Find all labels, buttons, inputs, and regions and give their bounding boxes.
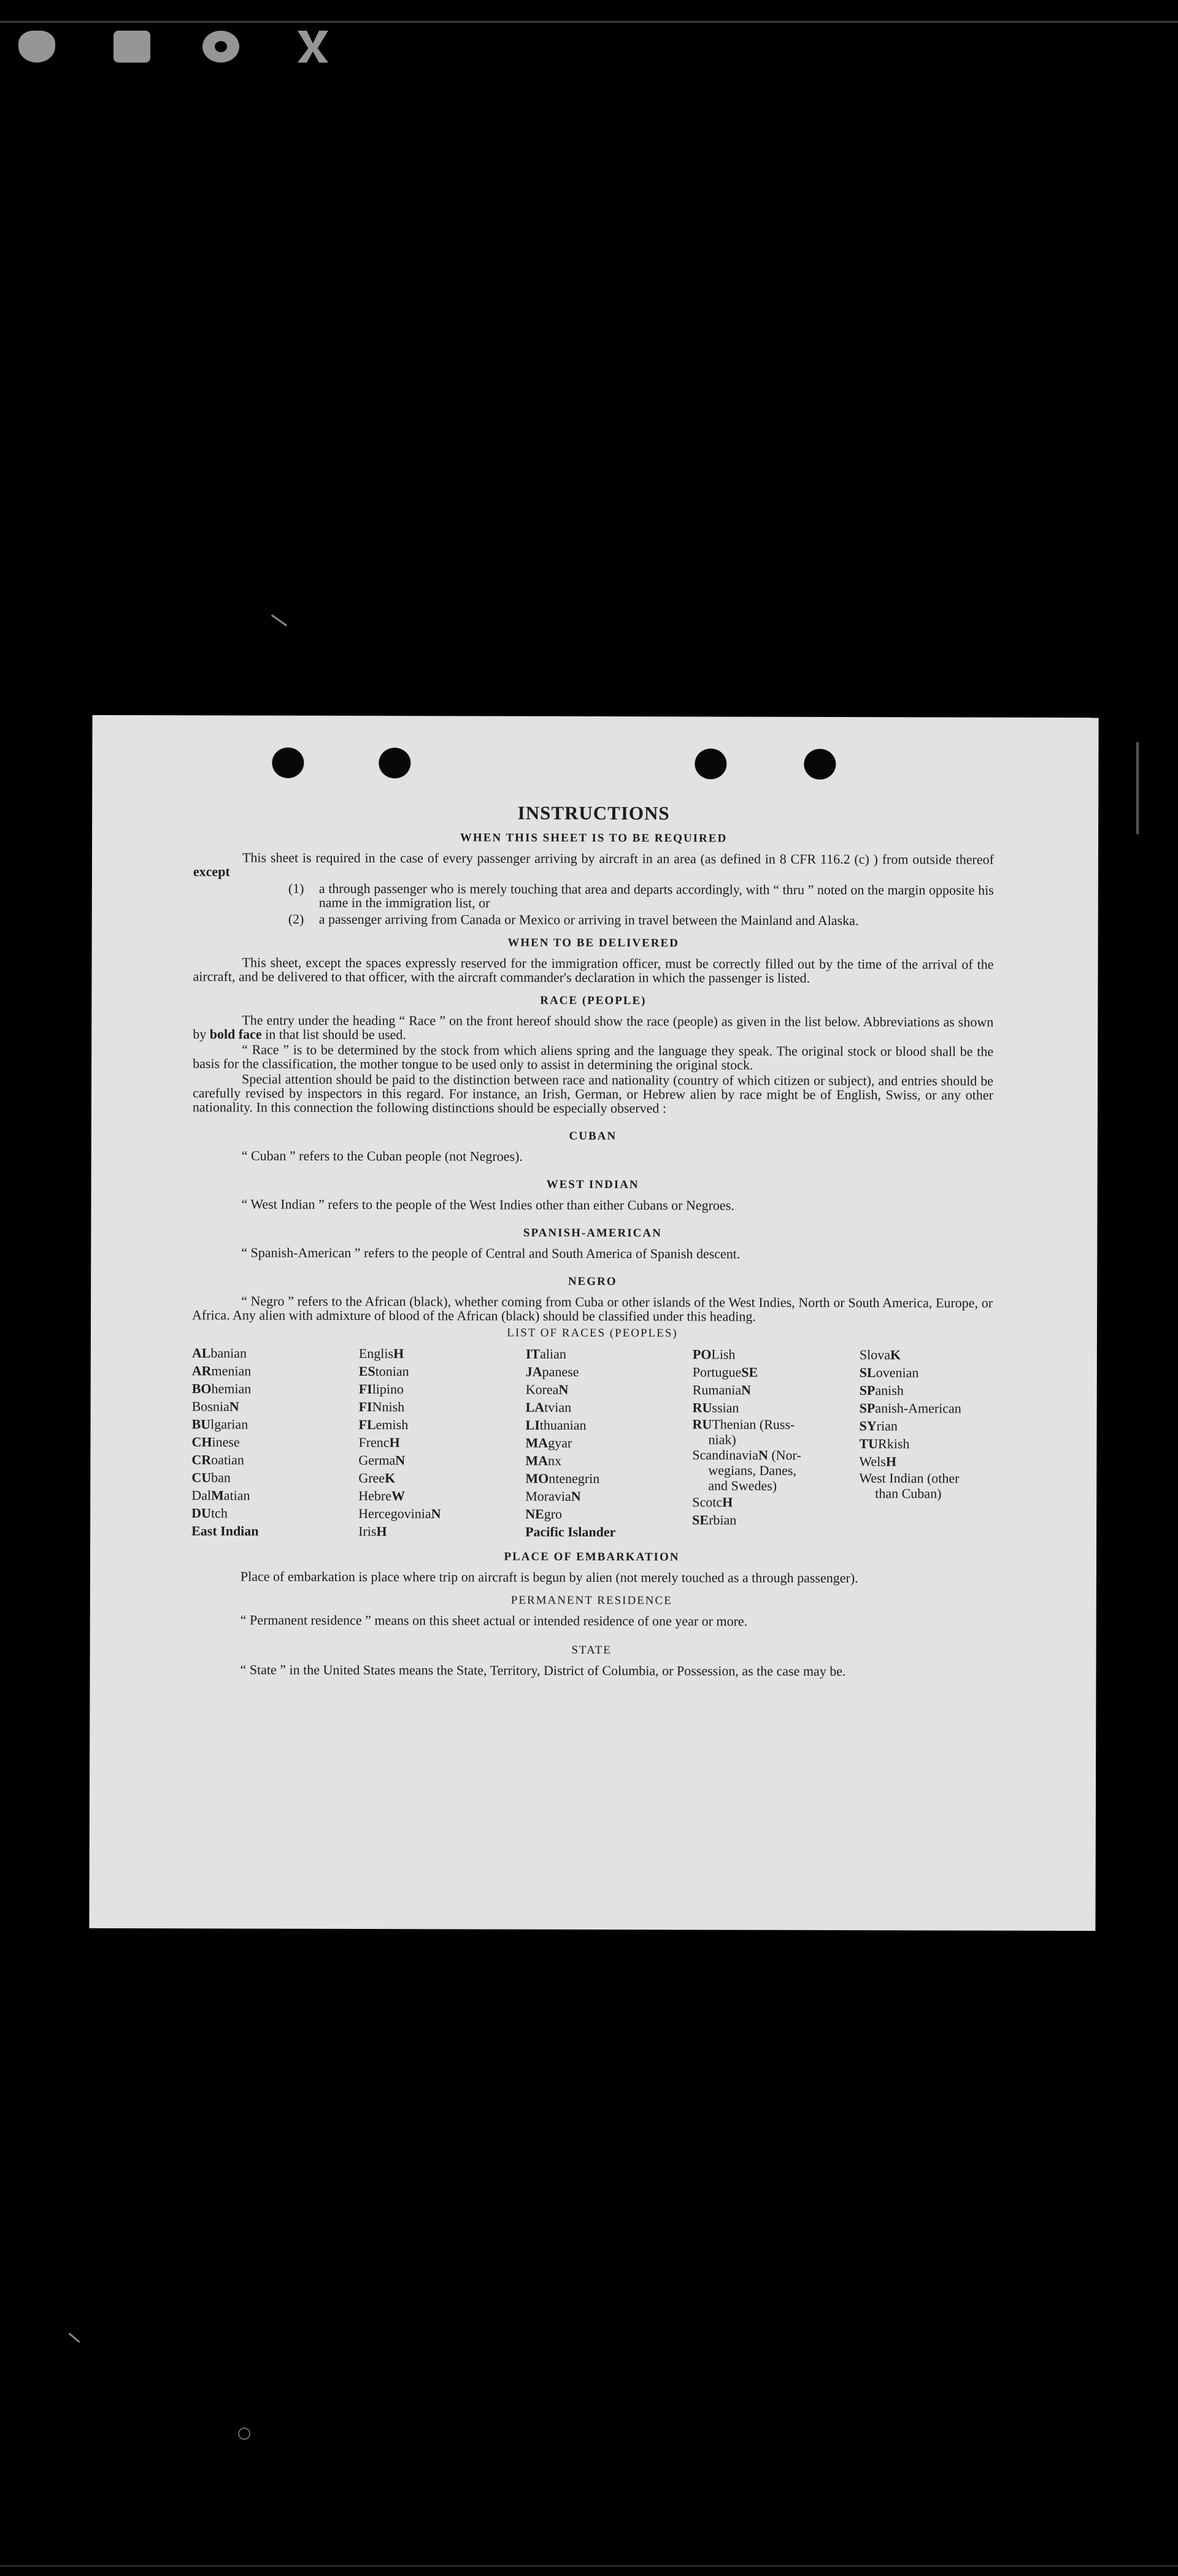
race-entry: DalMatian [191, 1487, 250, 1503]
race-entry: RUssian [692, 1400, 739, 1416]
race-entry: GermaN [358, 1452, 406, 1468]
race-entry: ITalian [525, 1346, 566, 1362]
race-entry: FIlipino [358, 1381, 404, 1397]
race-entry: EStonian [358, 1363, 409, 1379]
race-entry: MAnx [525, 1452, 562, 1468]
races-column [358, 1344, 526, 1541]
race-entry: SPanish [859, 1382, 904, 1398]
cuban-text: “ Cuban ” refers to the Cuban people (not Negroes). [241, 1148, 523, 1164]
race-entry: MAgyar [525, 1435, 572, 1451]
race-entry: JApanese [525, 1363, 579, 1379]
race-entry: Pacific Islander [525, 1524, 616, 1540]
section-heading-race: RACE (PEOPLE) [540, 994, 647, 1008]
punch-hole [272, 748, 304, 778]
scan-top-edge [0, 21, 1178, 23]
race-entry: IrisH [358, 1523, 387, 1539]
race-entry: EnglisH [358, 1345, 404, 1362]
spanish-american-text: “ Spanish-American ” refers to the people of Central and South America of Spanish descent. [241, 1244, 741, 1262]
race-paragraph-2: “ Race ” is to be determined by the stock from which aliens spring and the language they speak. The original stock or blood shall be the basis for the classification, the mother tongue to be used only to assist in determining the original stock. [193, 1041, 994, 1073]
scan-speck [271, 615, 287, 627]
section-heading-spanish-american: SPANISH-AMERICAN [523, 1226, 662, 1240]
race-entry: SLovenian [859, 1365, 919, 1381]
punch-hole [695, 748, 726, 779]
race-entry: PortugueSE [692, 1364, 758, 1380]
page-title: INSTRUCTIONS [517, 802, 670, 824]
film-mark-2 [114, 31, 150, 63]
race-paragraph-1: The entry under the heading “ Race ” on the front hereof should show the race (people) as given in the list below. Abbreviations as shown by bold face in that list should be used. [193, 1012, 994, 1043]
race-entry: MOntenegrin [525, 1470, 600, 1487]
race-entry: GreeK [358, 1470, 396, 1486]
race-entry: WelsH [859, 1454, 897, 1470]
race-entry: SErbian [692, 1512, 737, 1528]
instruction-sheet [89, 715, 1098, 1931]
race-entry: CRoatian [191, 1452, 244, 1468]
race-entry: ARmenian [191, 1363, 252, 1379]
race-entry: CUban [191, 1470, 231, 1485]
race-entry: RUThenian (Russ- niak) [692, 1416, 795, 1447]
race-entry: East Indian [191, 1523, 259, 1539]
scan-speck [69, 2333, 80, 2342]
residence-text: “ Permanent residence ” means on this sheet actual or intended residence of one year or more. [240, 1612, 748, 1629]
exception-item: (1) a through passenger who is merely touching that area and departs accordingly, with “ thru ” noted on the margin opposite his name in the immigration list, or [288, 880, 994, 911]
races-column [525, 1345, 693, 1541]
race-entry: BosniaN [191, 1398, 239, 1414]
scan-bottom-edge [0, 2565, 1178, 2567]
race-entry: FINnish [358, 1398, 405, 1415]
scan-speck [238, 2428, 250, 2440]
section-heading-cuban: CUBAN [569, 1129, 617, 1143]
section-heading-embarkation: PLACE OF EMBARKATION [504, 1550, 680, 1564]
race-entry: RumaniaN [692, 1382, 752, 1398]
section-heading-when-required: WHEN THIS SHEET IS TO BE REQUIRED [460, 831, 728, 845]
section-heading-state: STATE [571, 1643, 612, 1657]
race-entry: LAtvian [525, 1399, 572, 1415]
punch-hole [379, 748, 410, 778]
race-entry: ScotcH [692, 1494, 733, 1510]
section-heading-residence: PERMANENT RESIDENCE [510, 1593, 672, 1608]
races-column [191, 1344, 359, 1540]
race-entry: CHinese [191, 1434, 240, 1450]
race-entry: DUtch [191, 1505, 228, 1521]
race-entry: MoraviaN [525, 1488, 581, 1504]
race-entry: FLemish [358, 1416, 409, 1433]
section-heading-races-list: LIST OF RACES (PEOPLES) [507, 1326, 678, 1340]
section-heading-negro: NEGRO [568, 1275, 617, 1289]
when-delivered-text: This sheet, except the spaces expressly reserved for the immigration officer, must be correctly filled out by the time of the arrival of the aircraft, and be delivered to that officer, with the aircraft commander's declaration in which the passenger is listed. [193, 954, 994, 986]
film-mark-3 [202, 31, 239, 63]
race-entry: SPanish-American [859, 1400, 961, 1416]
race-entry: POLish [692, 1346, 736, 1362]
punch-hole [804, 749, 836, 780]
race-entry: West Indian (other than Cuban) [859, 1470, 960, 1501]
race-paragraph-3: Special attention should be paid to the distinction between race and nationality (country of which citizen or subject), and entries should be carefully revised by inspectors in this regard. For instance, an Irish, German, or Hebrew alien by race might be of English, Swiss, or any other nationality. In this connection the following distinctions should be especially observed : [192, 1071, 994, 1116]
races-column [692, 1345, 860, 1541]
when-required-intro: This sheet is required in the case of every passenger arriving by aircraft in an area (as defined in 8 CFR 116.2 (c) ) from outside thereof except [193, 849, 995, 880]
race-entry: SlovaK [859, 1347, 901, 1363]
races-column [859, 1346, 993, 1542]
sheet-content [191, 801, 994, 1678]
race-entry: LIthuanian [525, 1417, 587, 1433]
race-entry: KoreaN [525, 1381, 569, 1397]
race-entry: HercegoviniaN [358, 1505, 441, 1522]
race-entry: SYrian [859, 1418, 898, 1434]
section-heading-when-delivered: WHEN TO BE DELIVERED [507, 936, 679, 950]
race-entry: TURkish [859, 1436, 910, 1452]
races-table [191, 1344, 993, 1541]
section-heading-west-indian: WEST INDIAN [546, 1178, 639, 1192]
state-text: “ State ” in the United States means the State, Territory, District of Columbia, or Possession, as the case may be. [240, 1662, 846, 1679]
west-indian-text: “ West Indian ” refers to the people of the West Indies other than either Cubans or Negroes. [241, 1196, 734, 1213]
embarkation-text: Place of embarkation is place where trip on aircraft is begun by alien (not merely touched as a through passenger). [240, 1568, 858, 1586]
negro-text: “ Negro ” refers to the African (black), whether coming from Cuba or other islands of the West Indies, North or South America, Europe, or Africa. Any alien with admixture of blood of the African (black) should be classified under this heading. [191, 1293, 993, 1324]
film-marks [18, 31, 362, 67]
race-entry: ScandinaviaN (Nor- wegians, Danes, and Swedes) [692, 1447, 801, 1493]
race-entry: BUlgarian [191, 1416, 248, 1432]
race-entry: BOhemian [191, 1381, 252, 1397]
film-mark-1 [18, 31, 55, 63]
scan-speck [1136, 742, 1139, 834]
race-entry: HebreW [358, 1487, 406, 1504]
race-entry: ALbanian [191, 1345, 247, 1361]
film-mark-4 [298, 31, 328, 63]
exception-item: (2) a passenger arriving from Canada or Mexico or arriving in travel between the Mainland and Alaska. [288, 911, 859, 929]
race-entry: NEgro [525, 1506, 563, 1522]
race-entry: FrencH [358, 1434, 400, 1451]
